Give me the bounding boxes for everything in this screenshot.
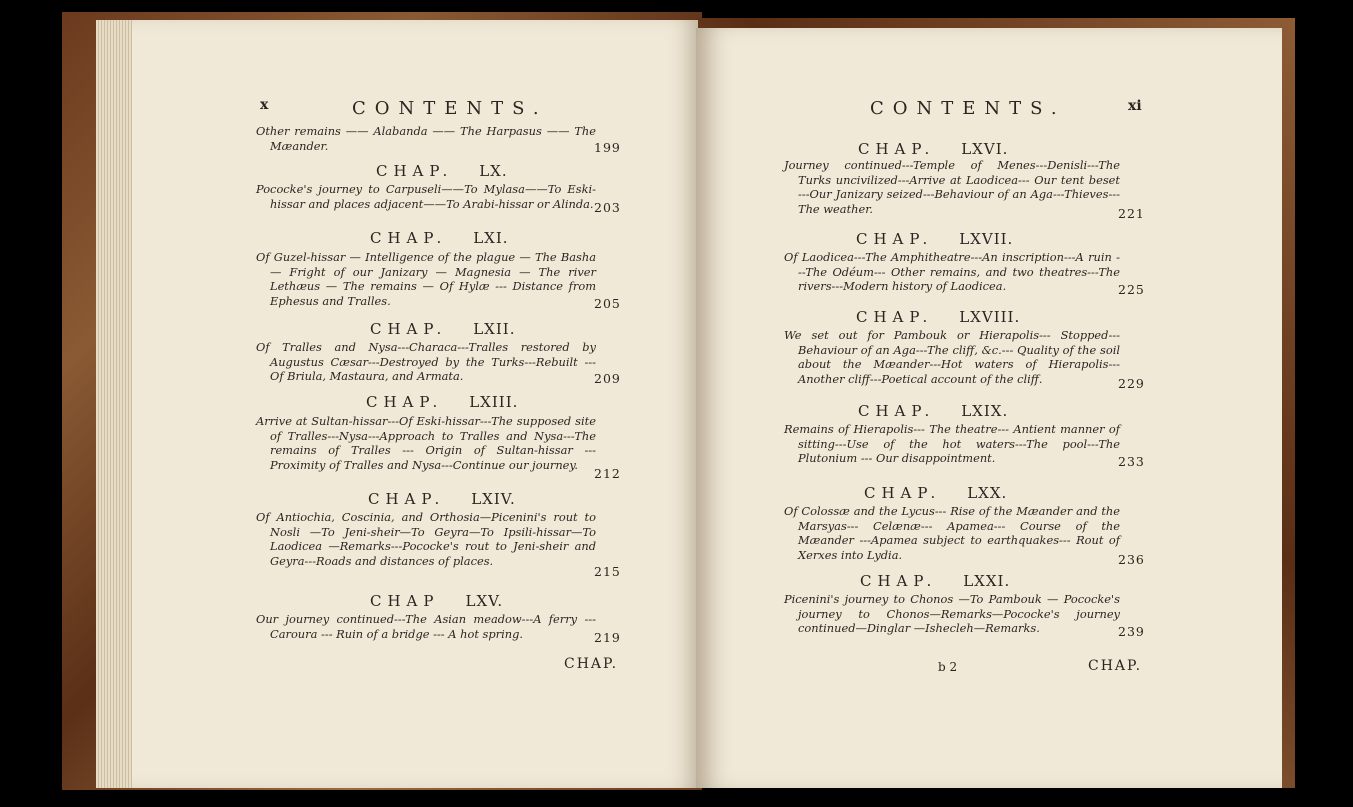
chapter-page: 203	[594, 200, 621, 215]
chapter-number: LXIX.	[961, 402, 1009, 420]
chapter-label: CHAP.	[858, 140, 936, 158]
chapter-summary: Remains of Hierapolis--- The theatre--- Antient manner of sitting---Use of the hot waters---The pool---The Plutonium --- Our disappointment.	[784, 422, 1120, 466]
chapter-heading	[366, 393, 518, 411]
chapter-page: 205	[594, 296, 621, 311]
chapter-number: LXIV.	[471, 490, 516, 508]
chapter-page: 209	[594, 371, 621, 386]
chapter-label: CHAP.	[370, 229, 448, 247]
chapter-heading	[858, 402, 1008, 420]
chapter-number: LXVI.	[961, 140, 1009, 158]
chapter-page: 219	[594, 630, 621, 645]
chapter-heading	[370, 320, 515, 338]
right-running-head: CONTENTS.	[870, 98, 1066, 119]
chapter-heading	[376, 162, 508, 180]
chapter-number: LXVIII.	[959, 308, 1021, 326]
chapter-label: CHAP	[370, 592, 440, 610]
chapter-summary: Of Antiochia, Coscinia, and Orthosia—Picenini's rout to Nosli —To Jeni-sheir—To Geyra—To Ipsili-hissar—To Laodicea —Remarks---Pococke's rout to Jeni-sheir and Geyra---Roads and distances of places.	[256, 510, 596, 568]
left-catchword: CHAP.	[564, 656, 619, 672]
left-running-head: CONTENTS.	[352, 98, 548, 119]
chapter-heading	[370, 229, 509, 247]
chapter-page: 212	[594, 466, 621, 481]
chapter-summary: Of Laodicea---The Amphitheatre---An inscription---A ruin ---The Odéum--- Other remains, and two theatres---The rivers---Modern history of Laodicea.	[784, 250, 1120, 294]
chapter-page: 236	[1118, 552, 1145, 567]
signature-mark: b 2	[938, 660, 958, 674]
chapter-number: LXXI.	[963, 572, 1011, 590]
chapter-label: CHAP.	[858, 402, 936, 420]
chapter-summary: Of Tralles and Nysa---Characa---Tralles restored by Augustus Cæsar---Destroyed by the Turks---Rebuilt --- Of Briula, Mastaura, and Armata.	[256, 340, 596, 384]
chapter-summary: Pococke's journey to Carpuseli——To Mylasa——To Eski-hissar and places adjacent——To Arabi-hissar or Alinda.	[256, 182, 596, 211]
chapter-heading	[368, 490, 516, 508]
right-catchword: CHAP.	[1088, 658, 1143, 674]
chapter-label: CHAP.	[376, 162, 454, 180]
left-folio: x	[260, 97, 269, 113]
left-page	[132, 20, 698, 788]
opening-entry: Other remains —— Alabanda —— The Harpasus —— The Mæander.	[256, 124, 596, 153]
chapter-label: CHAP.	[366, 393, 444, 411]
right-folio: xi	[1128, 98, 1142, 114]
chapter-summary: Of Guzel-hissar — Intelligence of the plague — The Basha — Fright of our Janizary — Magnesia — The river Lethæus — The remains — Of Hylæ --- Distance from Ephesus and Tralles.	[256, 250, 596, 308]
chapter-label: CHAP.	[370, 320, 448, 338]
chapter-heading	[856, 308, 1020, 326]
chapter-summary: We set out for Pambouk or Hierapolis--- Stopped--- Behaviour of an Aga---The cliff, &c.--- Quality of the soil about the Mæander---Hot waters of Hierapolis---Another cliff---Poetical account of the cliff.	[784, 328, 1120, 386]
chapter-heading	[370, 592, 503, 610]
chapter-number: LXV.	[465, 592, 504, 610]
chapter-page: 229	[1118, 376, 1145, 391]
chapter-label: CHAP.	[864, 484, 942, 502]
page-edges	[96, 20, 136, 788]
chapter-label: CHAP.	[856, 308, 934, 326]
chapter-number: LXI.	[473, 229, 509, 247]
chapter-number: LXX.	[967, 484, 1008, 502]
chapter-number: LXII.	[473, 320, 516, 338]
chapter-page: 239	[1118, 624, 1145, 639]
chapter-page: 215	[594, 564, 621, 579]
chapter-heading	[860, 572, 1010, 590]
chapter-number: LXIII.	[469, 393, 519, 411]
chapter-number: LX.	[479, 162, 508, 180]
chapter-number: LXVII.	[959, 230, 1014, 248]
chapter-summary: Journey continued---Temple of Menes---Denisli---The Turks uncivilized---Arrive at Laodicea--- Our tent beset ---Our Janizary seized---Behaviour of an Aga---Thieves---The weather.	[784, 158, 1120, 216]
chapter-heading	[856, 230, 1013, 248]
chapter-label: CHAP.	[856, 230, 934, 248]
chapter-heading	[864, 484, 1007, 502]
chapter-label: CHAP.	[368, 490, 446, 508]
opening-page: 199	[594, 140, 621, 155]
chapter-summary: Picenini's journey to Chonos —To Pambouk — Pococke's journey to Chonos—Remarks—Pococke's journey continued—Dinglar —Ishecleh—Remarks.	[784, 592, 1120, 636]
chapter-summary: Our journey continued---The Asian meadow---A ferry --- Caroura --- Ruin of a bridge --- A hot spring.	[256, 612, 596, 641]
chapter-label: CHAP.	[860, 572, 938, 590]
chapter-page: 221	[1118, 206, 1145, 221]
chapter-summary: Of Colossæ and the Lycus--- Rise of the Mæander and the Marsyas--- Celænæ--- Apamea--- Course of the Mæander ---Apamea subject to earthquakes--- Rout of Xerxes into Lydia.	[784, 504, 1120, 562]
chapter-page: 225	[1118, 282, 1145, 297]
chapter-heading	[858, 140, 1008, 158]
chapter-page: 233	[1118, 454, 1145, 469]
chapter-summary: Arrive at Sultan-hissar---Of Eski-hissar---The supposed site of Tralles---Nysa---Approach to Tralles and Nysa---The remains of Tralles --- Origin of Sultan-hissar --- Proximity of Tralles and Nysa---Continue our journey.	[256, 414, 596, 472]
right-page	[696, 28, 1282, 788]
